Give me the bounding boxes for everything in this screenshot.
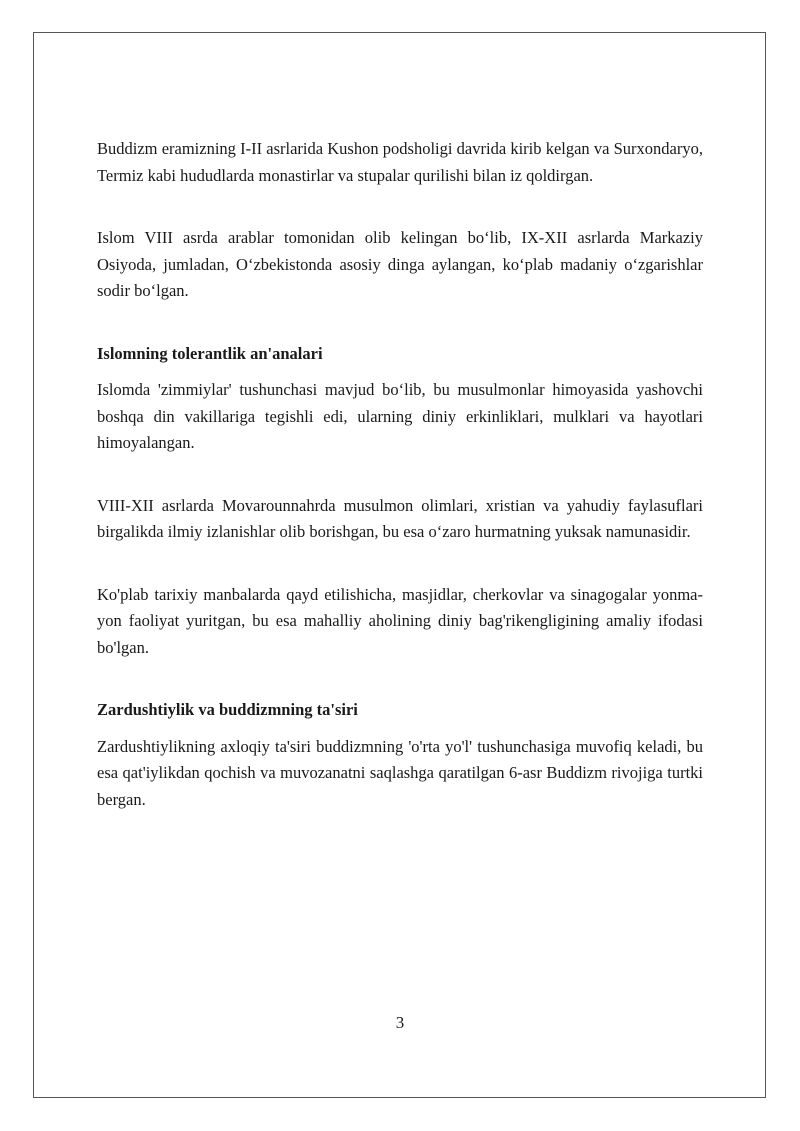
paragraph-places-of-worship: Ko'plab tarixiy manbalarda qayd etilishicha, masjidlar, cherkovlar va sinagogalar yonma-yon faoliyat yuritgan, bu esa mahalliy aholining diniy bag'rikengligining amaliy ifodasi bo'lgan. (97, 584, 703, 657)
page-content (97, 136, 703, 813)
paragraph-movarounnahr-scholars: VIII-XII asrlarda Movarounnahrda musulmon olimlari, xristian va yahudiy faylasuflari birgalikda ilmiy izlanishlar olib borishgan, bu esa o‘zaro hurmatning yuksak namunasidir. (97, 495, 703, 541)
paragraph-zimmiylar: Islomda 'zimmiylar' tushunchasi mavjud bo‘lib, bu musulmonlar himoyasida yashovchi boshqa din vakillariga tegishli edi, ularning diniy erkinliklari, mulklari va hayotlari himoyalangan. (97, 380, 703, 452)
spacer (97, 546, 703, 582)
spacer (97, 189, 703, 225)
paragraph-islam-arrival: Islom VIII asrda arablar tomonidan olib kelingan bo‘lib, IX-XII asrlarda Markaziy Osiyoda, jumladan, O‘zbekistonda asosiy dinga aylangan, ko‘plab madaniy o‘zgarishlar sodir bo‘lgan. (97, 228, 703, 300)
page-number: 3 (395, 1013, 405, 1032)
spacer (97, 367, 703, 377)
spacer (97, 305, 703, 341)
paragraph-buddhism: Buddizm eramizning I-II asrlarida Kushon podsholigi davrida kirib kelgan va Surxondaryo, Termiz kabi hududlarda monastirlar va stupalar qurilishi bilan iz qoldirgan. (97, 139, 703, 185)
section-heading-zoroastrianism-buddhism: Zardushtiylik va buddizmning ta'siri (97, 700, 358, 719)
spacer (97, 724, 703, 734)
spacer (97, 661, 703, 697)
paragraph-middle-way: Zardushtiylikning axloqiy ta'siri buddizmning 'o'rta yo'l' tushunchasiga muvofiq keladi, bu esa qat'iylikdan qochish va muvozanatni saqlashga qaratilgan 6-asr Buddizm rivojiga turtki bergan. (97, 736, 703, 809)
spacer (97, 457, 703, 493)
section-heading-tolerance: Islomning tolerantlik an'analari (97, 343, 323, 363)
